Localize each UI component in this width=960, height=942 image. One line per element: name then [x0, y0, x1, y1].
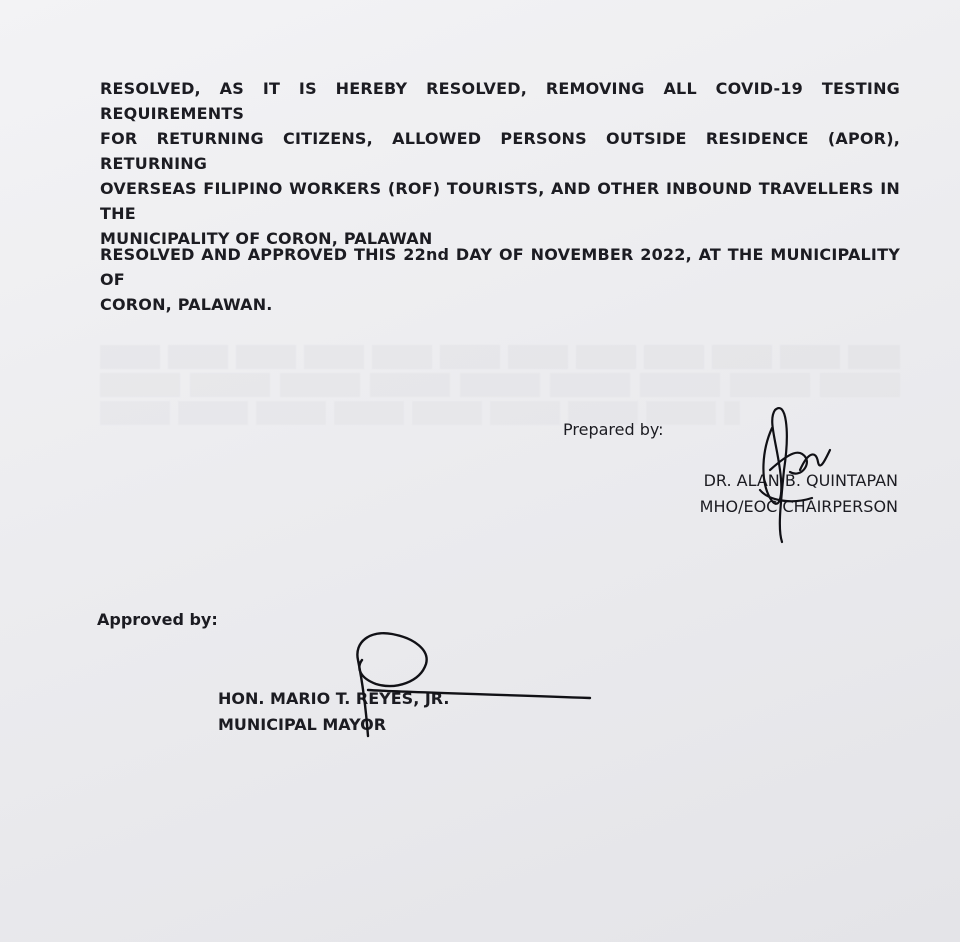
preparer-signature-block: [700, 468, 898, 520]
prepared-by-label: Prepared by:: [563, 420, 664, 439]
bleed-through-text: [100, 345, 900, 425]
resolution-1-line: RESOLVED, AS IT IS HEREBY RESOLVED, REMOVING ALL COVID-19 TESTING REQUIREMENTS: [100, 79, 900, 123]
resolution-1-line: FOR RETURNING CITIZENS, ALLOWED PERSONS OUTSIDE RESIDENCE (APOR), RETURNING: [100, 129, 900, 173]
resolution-paragraph-1: [100, 76, 900, 251]
approved-by-label: Approved by:: [97, 610, 218, 629]
approver-name: HON. MARIO T. REYES, JR.: [218, 689, 450, 708]
resolution-paragraph-2: [100, 242, 900, 317]
resolution-2-line: RESOLVED AND APPROVED THIS 22nd DAY OF NOVEMBER 2022, AT THE MUNICIPALITY OF: [100, 245, 900, 289]
resolution-1-line: MUNICIPALITY OF CORON, PALAWAN: [100, 229, 433, 248]
resolution-2-line: CORON, PALAWAN.: [100, 295, 273, 314]
preparer-name: DR. ALAN B. QUINTAPAN: [703, 471, 898, 490]
preparer-title: MHO/EOC CHAIRPERSON: [699, 497, 898, 516]
approver-signature-block: [218, 686, 450, 738]
resolution-1-line: OVERSEAS FILIPINO WORKERS (ROF) TOURISTS, AND OTHER INBOUND TRAVELLERS IN THE: [100, 179, 900, 223]
approver-title: MUNICIPAL MAYOR: [218, 715, 387, 734]
